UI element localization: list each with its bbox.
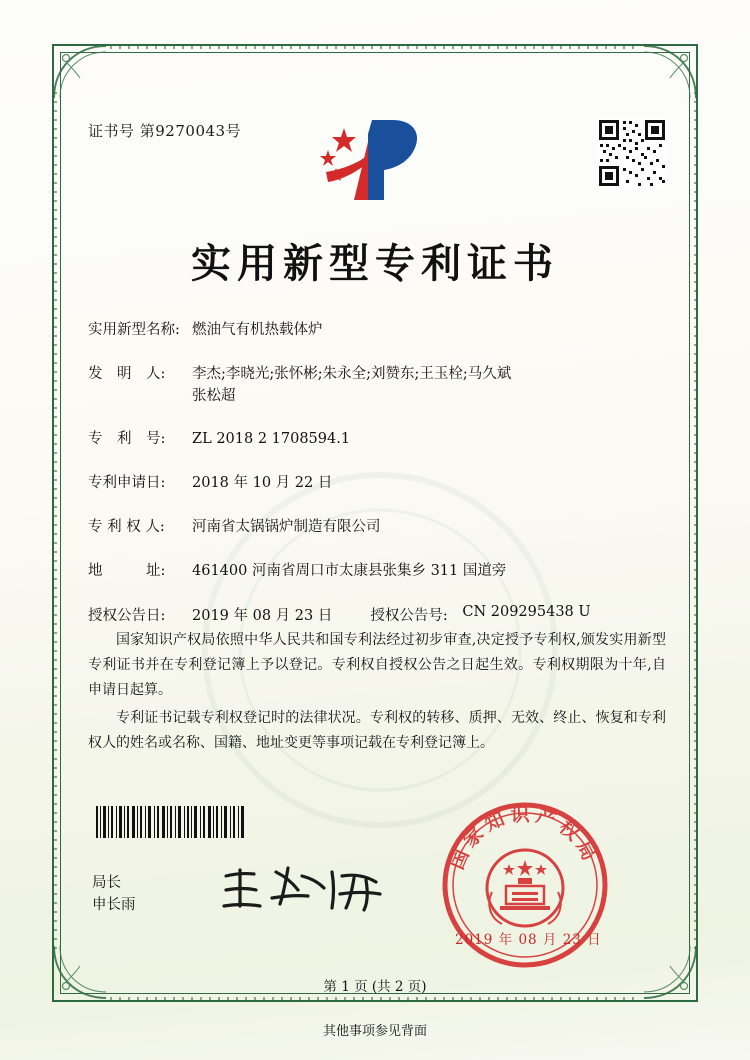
- field-inventors: [88, 364, 668, 408]
- field-value-line2: 张松超: [192, 387, 236, 404]
- certificate-number: 证书号 第9270043号: [88, 122, 242, 140]
- border-ornament-right: [694, 92, 697, 952]
- handwritten-signature-icon: [214, 862, 394, 918]
- cnipa-logo-icon: [310, 112, 440, 212]
- field-value: 燃油气有机热载体炉: [192, 322, 323, 338]
- seal-date: 2019 年 08 月 23 日: [455, 932, 602, 948]
- field-label: 授权公告号:: [370, 608, 448, 625]
- svg-text:国家知识产权局: 国家知识产权局: [445, 803, 603, 873]
- border-ornament-top: [110, 46, 640, 49]
- legal-text-section: [88, 628, 666, 759]
- corner-ornament-top-right: [640, 42, 700, 102]
- field-label: 地 址:: [88, 562, 166, 579]
- border-ornament-left: [54, 92, 57, 952]
- qr-code-icon: [597, 118, 667, 188]
- field-label: 专 利 号:: [88, 431, 166, 448]
- field-label: 实用新型名称:: [88, 322, 180, 338]
- border-ornament-bottom: [110, 997, 640, 1000]
- legal-paragraph-1: 国家知识产权局依照中华人民共和国专利法经过初步审查,决定授予专利权,颁发实用新型专利证书并在专利登记簿上予以登记。专利权自授权公告之日起生效。专利权期限为十年,自申请日起算。: [88, 632, 666, 698]
- field-label: 专利申请日:: [88, 475, 166, 491]
- field-patent-number: [88, 429, 668, 451]
- field-label: 授权公告日:: [88, 608, 166, 625]
- field-value: 2019 年 08 月 23 日: [192, 608, 333, 625]
- footer-note: 其他事项参见背面: [322, 1024, 427, 1039]
- corner-ornament-top-left: [50, 42, 110, 102]
- fields-section: [88, 320, 668, 635]
- field-patentee: [88, 517, 668, 539]
- field-value: 461400 河南省周口市太康县张集乡 311 国道旁: [192, 562, 507, 579]
- field-application-date: [88, 473, 668, 495]
- field-label: 专 利 权 人:: [88, 518, 165, 535]
- barcode-icon: [96, 806, 246, 838]
- national-emblem-icon: [487, 850, 563, 926]
- director-name-label: 申长雨: [92, 897, 136, 913]
- field-label: 发 明 人:: [88, 365, 166, 382]
- signature-block: [92, 872, 136, 916]
- field-grant-number: [370, 604, 590, 625]
- field-value: 2018 年 10 月 22 日: [192, 475, 333, 491]
- director-title-label: 局长: [92, 875, 121, 891]
- legal-paragraph-2: 专利证书记载专利权登记时的法律状况。专利权的转移、质押、无效、终止、恢复和专利权人的姓名或名称、国籍、地址变更等事项记载在专利登记簿上。: [88, 710, 666, 751]
- field-grant-date: [88, 604, 332, 625]
- field-value: ZL 2018 2 1708594.1: [192, 431, 351, 448]
- page-number: 第 1 页 (共 2 页): [323, 979, 427, 995]
- field-value: CN 209295438 U: [462, 604, 591, 621]
- field-value: 河南省太锅锅炉制造有限公司: [192, 518, 381, 535]
- page-title: 实用新型专利证书: [191, 240, 559, 287]
- field-grant-row: [88, 604, 668, 625]
- field-value-line1: 李杰;李晓光;张怀彬;朱永全;刘赞东;王玉栓;马久斌: [192, 365, 512, 382]
- field-utility-model-name: [88, 320, 668, 342]
- field-address: [88, 561, 668, 583]
- field-value: [192, 364, 668, 408]
